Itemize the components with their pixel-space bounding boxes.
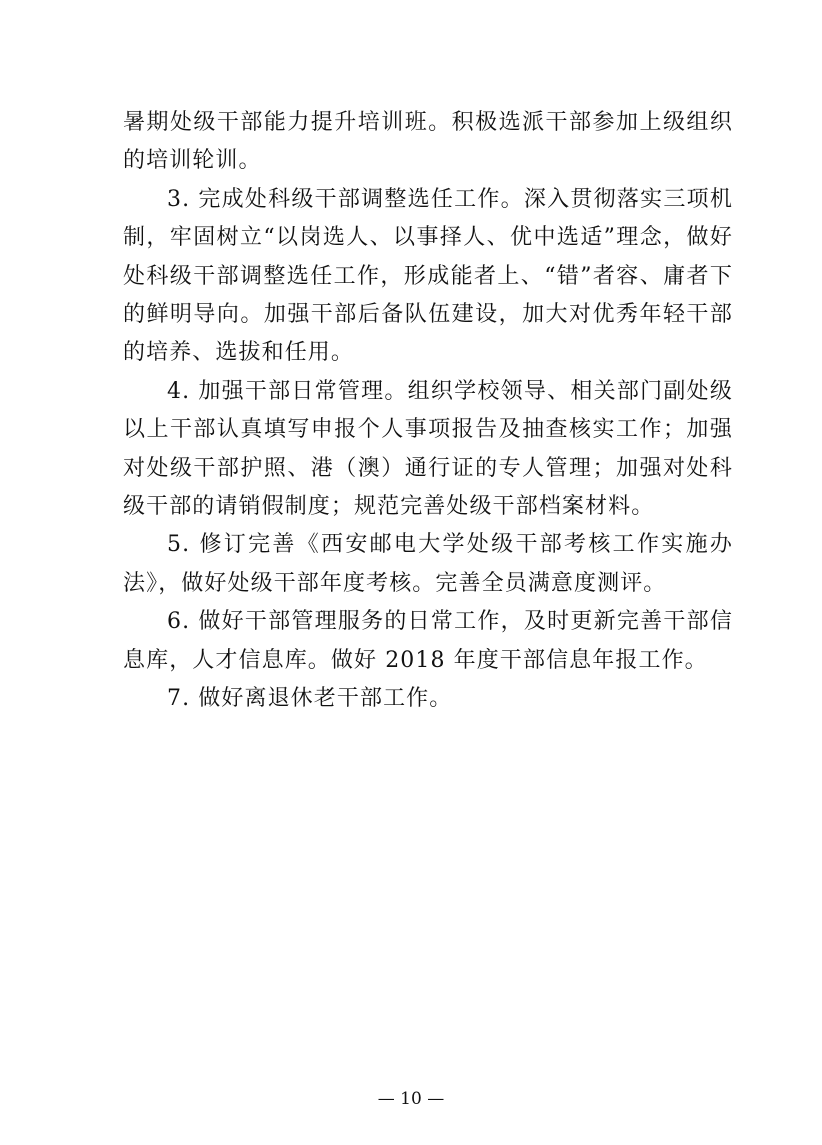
paragraph-item-7: 7. 做好离退休老干部工作。 [167, 686, 453, 712]
page-number: — 10 — [377, 1089, 445, 1109]
paragraph-item-6: 6. 做好干部管理服务的日常工作，及时更新完善干部信息库，人才信息库。做好 2018 年度干部信息年报工作。 [123, 609, 733, 673]
paragraph-continuation: 暑期处级干部能力提升培训班。积极选派干部参加上级组织的培训轮训。 [123, 110, 733, 174]
paragraph-item-3: 3. 完成处科级干部调整选任工作。深入贯彻落实三项机制，牢固树立“以岗选人、以事择人、优中选适”理念，做好处科级干部调整选任工作，形成能者上、“错”者容、庸者下的鲜明导向。加强干部后备队伍建设，加大对优秀年轻干部的培养、选拔和任用。 [123, 186, 733, 366]
paragraph-item-5: 5. 修订完善《西安邮电大学处级干部考核工作实施办法》，做好处级干部年度考核。完善全员满意度测评。 [123, 532, 733, 596]
paragraph-item-4: 4. 加强干部日常管理。组织学校领导、相关部门副处级以上干部认真填写申报个人事项报告及抽查核实工作；加强对处级干部护照、港（澳）通行证的专人管理；加强对处科级干部的请销假制度；规范完善处级干部档案材料。 [123, 378, 733, 520]
document-body [123, 104, 733, 719]
